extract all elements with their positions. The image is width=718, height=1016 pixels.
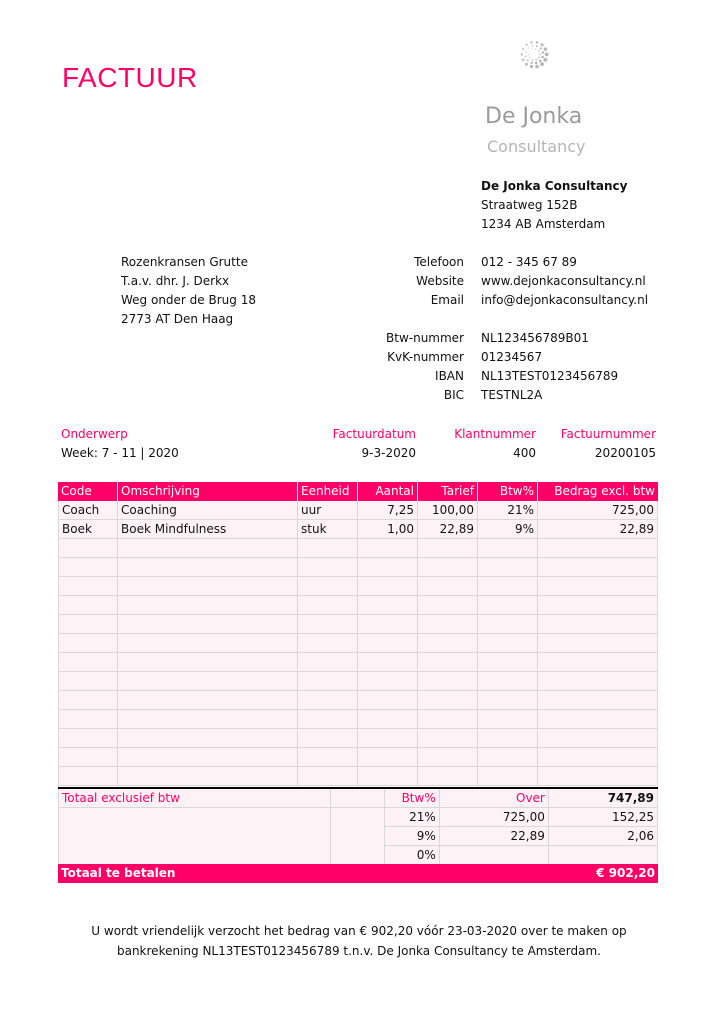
cell-description: [118, 653, 298, 672]
cell-vat: [478, 672, 538, 691]
table-row: [58, 501, 658, 520]
page-title: FACTUUR: [62, 62, 198, 93]
logo-dot: [528, 54, 529, 55]
logo-dot: [521, 53, 523, 55]
cell-rate: [418, 634, 478, 653]
cell-amount: [538, 634, 658, 653]
cell-amount: [538, 710, 658, 729]
bic-label: BIC: [443, 388, 464, 402]
website-label: Website: [416, 274, 464, 288]
cell-rate: [418, 539, 478, 558]
logo-dot: [530, 41, 532, 43]
btw-value: NL123456789B01: [481, 331, 589, 345]
recipient-line: 2773 AT Den Haag: [121, 312, 234, 326]
cell-rate: [418, 596, 478, 615]
cell-code: [58, 710, 118, 729]
logo-dot: [535, 59, 537, 61]
cell-unit: [298, 767, 358, 786]
table-row: [58, 539, 658, 558]
total-due-label: Totaal te betalen: [61, 866, 176, 880]
cell-quantity: [358, 729, 418, 748]
cell-vat: 21%: [478, 501, 538, 520]
cell-quantity: [358, 615, 418, 634]
cell-code: [58, 729, 118, 748]
cell-quantity: 1,00: [358, 520, 418, 539]
cell-unit: [298, 748, 358, 767]
logo-dot: [540, 43, 543, 46]
cell-quantity: [358, 596, 418, 615]
logo-dot: [528, 47, 529, 48]
table-row: [58, 634, 658, 653]
table-row: [58, 691, 658, 710]
logo-dot: [527, 60, 529, 62]
iban-label: IBAN: [435, 369, 464, 383]
cell-unit: [298, 729, 358, 748]
cell-amount: [538, 691, 658, 710]
cell-rate: [418, 577, 478, 596]
cell-description: [118, 577, 298, 596]
header-code: Code: [58, 482, 118, 501]
header-rate: Tarief: [418, 482, 478, 501]
kvk-value: 01234567: [481, 350, 543, 364]
website-link[interactable]: www.dejonkaconsultancy.nl: [481, 274, 646, 288]
logo-dot: [539, 60, 542, 63]
logo-dot: [530, 65, 533, 68]
cell-code: [58, 691, 118, 710]
cell-vat: [478, 634, 538, 653]
cell-code: [58, 767, 118, 786]
payment-note-line: bankrekening NL13TEST0123456789 t.n.v. De Jonka Consultancy te Amsterdam.: [116, 944, 601, 958]
cell-amount: [538, 539, 658, 558]
cell-amount: [538, 615, 658, 634]
cell-unit: [298, 558, 358, 577]
cell-amount: [538, 748, 658, 767]
logo-dot: [536, 45, 538, 47]
summary-spacer: [58, 827, 330, 846]
cell-amount: [538, 596, 658, 615]
cell-quantity: [358, 672, 418, 691]
cell-vat: [478, 577, 538, 596]
payment-note-line: U wordt vriendelijk verzocht het bedrag van € 902,20 vóór 23-03-2020 over te maken op: [91, 924, 627, 938]
recipient-line: Weg onder de Brug 18: [121, 293, 256, 307]
cell-rate: 22,89: [418, 520, 478, 539]
logo-dot: [535, 65, 539, 69]
table-row: [58, 520, 658, 539]
logo-dot: [535, 62, 538, 65]
vat-over: 22,89: [440, 827, 549, 846]
header-amount: Bedrag excl. btw: [538, 482, 658, 501]
total-due-amount: € 902,20: [596, 866, 655, 880]
logo-dot: [525, 44, 527, 46]
cell-description: [118, 767, 298, 786]
cell-code: [58, 577, 118, 596]
table-row: [58, 615, 658, 634]
cell-description: [118, 710, 298, 729]
summary-spacer: [330, 808, 385, 827]
cell-amount: [538, 729, 658, 748]
cell-description: [118, 691, 298, 710]
logo-dot: [541, 56, 544, 59]
cell-rate: [418, 767, 478, 786]
cell-vat: [478, 539, 538, 558]
logo-dot: [544, 47, 548, 51]
cell-code: [58, 653, 118, 672]
cell-code: Boek: [58, 520, 118, 539]
recipient-address: [121, 253, 256, 329]
cell-unit: [298, 596, 358, 615]
logo-dot: [543, 58, 547, 62]
cell-code: [58, 672, 118, 691]
logo-dot: [538, 57, 540, 59]
cell-description: [118, 672, 298, 691]
logo-dot: [529, 51, 530, 52]
kvk-label: KvK-nummer: [387, 350, 464, 364]
cell-vat: [478, 748, 538, 767]
logo-dot: [538, 50, 539, 51]
summary-row: [58, 808, 658, 827]
cell-description: [118, 596, 298, 615]
logo-dot: [522, 59, 524, 61]
summary-spacer: [330, 789, 385, 808]
table-header: [58, 482, 658, 501]
summary-spacer: [58, 846, 330, 865]
logo-dot: [525, 63, 528, 66]
cell-description: [118, 634, 298, 653]
table-row: [58, 653, 658, 672]
vat-amount: 152,25: [549, 808, 658, 827]
cell-amount: [538, 558, 658, 577]
cell-vat: [478, 691, 538, 710]
phone-value: 012 - 345 67 89: [481, 255, 577, 269]
cell-amount: 725,00: [538, 501, 658, 520]
table-row: [58, 577, 658, 596]
cell-description: [118, 615, 298, 634]
invoice-lines-table: [58, 482, 658, 786]
cell-amount: 22,89: [538, 520, 658, 539]
cell-quantity: [358, 691, 418, 710]
cell-rate: [418, 691, 478, 710]
vat-rate: 0%: [385, 846, 440, 865]
subject-value: Week: 7 - 11 | 2020: [61, 446, 179, 460]
cell-rate: [418, 748, 478, 767]
logo-dot: [532, 49, 533, 50]
company-logo: [482, 40, 602, 102]
cell-description: [118, 729, 298, 748]
cell-description: [118, 748, 298, 767]
invoice-number-value: 20200105: [594, 446, 656, 460]
total-excl-value: 747,89: [549, 789, 658, 808]
cell-vat: [478, 596, 538, 615]
cell-unit: [298, 577, 358, 596]
iban-value: NL13TEST0123456789: [481, 369, 619, 383]
date-value: 9-3-2020: [361, 446, 416, 460]
cell-amount: [538, 767, 658, 786]
vat-amount: 2,06: [549, 827, 658, 846]
cell-unit: [298, 691, 358, 710]
cell-unit: uur: [298, 501, 358, 520]
cell-vat: [478, 767, 538, 786]
cell-rate: [418, 653, 478, 672]
summary-spacer: [330, 846, 385, 865]
email-label: Email: [430, 293, 464, 307]
logo-dot: [536, 41, 539, 44]
cell-quantity: [358, 767, 418, 786]
logo-dot: [540, 62, 544, 66]
payment-note: [0, 921, 718, 961]
summary-table: [58, 787, 658, 865]
logo-dot: [522, 48, 524, 50]
cell-quantity: [358, 558, 418, 577]
cell-unit: stuk: [298, 520, 358, 539]
summary-spacer: [58, 808, 330, 827]
cell-code: Coach: [58, 501, 118, 520]
cell-unit: [298, 615, 358, 634]
cell-vat: 9%: [478, 520, 538, 539]
total-excl-label: Totaal exclusief btw: [58, 789, 330, 808]
cell-vat: [478, 615, 538, 634]
cell-amount: [538, 672, 658, 691]
btw-label: Btw-nummer: [386, 331, 464, 345]
table-row: [58, 710, 658, 729]
cell-vat: [478, 558, 538, 577]
cell-unit: [298, 539, 358, 558]
cell-amount: [538, 653, 658, 672]
phone-label: Telefoon: [414, 255, 464, 269]
cell-quantity: [358, 710, 418, 729]
email-link[interactable]: info@dejonkaconsultancy.nl: [481, 293, 649, 307]
vat-rate: 21%: [385, 808, 440, 827]
logo-dot: [525, 51, 526, 52]
logo-name: De Jonka: [485, 104, 583, 129]
table-row: [58, 729, 658, 748]
vat-over: [440, 846, 549, 865]
cell-description: Boek Mindfulness: [118, 520, 298, 539]
header-description: Omschrijving: [118, 482, 298, 501]
logo-dot: [542, 51, 544, 53]
cell-rate: [418, 710, 478, 729]
cell-rate: [418, 615, 478, 634]
cell-rate: [418, 672, 478, 691]
table-row: [58, 767, 658, 786]
cell-rate: [418, 729, 478, 748]
bic-value: TESTNL2A: [481, 388, 543, 402]
cell-code: [58, 615, 118, 634]
cell-vat: [478, 710, 538, 729]
sender-city: 1234 AB Amsterdam: [481, 217, 606, 231]
cell-unit: [298, 653, 358, 672]
cell-code: [58, 539, 118, 558]
vat-over-label: Over: [440, 789, 549, 808]
vat-amount: [549, 846, 658, 865]
cell-vat: [478, 653, 538, 672]
logo-dot: [545, 53, 549, 57]
logo-dot: [535, 48, 536, 49]
client-number-value: 400: [513, 446, 536, 460]
logo-dot: [540, 47, 542, 49]
vat-over: 725,00: [440, 808, 549, 827]
cell-description: [118, 539, 298, 558]
total-due-bar: [58, 864, 658, 883]
cell-unit: [298, 672, 358, 691]
cell-unit: [298, 634, 358, 653]
recipient-line: T.a.v. dhr. J. Derkx: [121, 274, 230, 288]
subject-label: Onderwerp: [61, 427, 128, 441]
table-row: [58, 748, 658, 767]
invoice-number-label: Factuurnummer: [560, 427, 656, 441]
cell-vat: [478, 729, 538, 748]
cell-description: Coaching: [118, 501, 298, 520]
cell-code: [58, 748, 118, 767]
cell-quantity: [358, 653, 418, 672]
header-unit: Eenheid: [298, 482, 358, 501]
cell-quantity: [358, 539, 418, 558]
recipient-line: Rozenkransen Grutte: [121, 255, 248, 269]
header-vat: Btw%: [478, 482, 538, 501]
summary-spacer: [330, 827, 385, 846]
cell-rate: [418, 558, 478, 577]
summary-row: [58, 846, 658, 865]
logo-dot: [532, 45, 534, 47]
cell-description: [118, 558, 298, 577]
table-row: [58, 672, 658, 691]
table-row: [58, 558, 658, 577]
logo-dot: [529, 57, 530, 58]
logo-dot: [539, 53, 541, 55]
logo-subtitle: Consultancy: [487, 137, 586, 156]
cell-code: [58, 596, 118, 615]
vat-rate-label: Btw%: [385, 789, 440, 808]
cell-rate: 100,00: [418, 501, 478, 520]
cell-quantity: [358, 577, 418, 596]
summary-row: [58, 789, 658, 808]
sender-street: Straatweg 152B: [481, 198, 578, 212]
cell-code: [58, 558, 118, 577]
table-row: [58, 596, 658, 615]
logo-dot: [532, 59, 533, 60]
logo-dot: [525, 56, 527, 58]
cell-quantity: [358, 748, 418, 767]
header-quantity: Aantal: [358, 482, 418, 501]
date-label: Factuurdatum: [332, 427, 416, 441]
cell-code: [58, 634, 118, 653]
cell-unit: [298, 710, 358, 729]
vat-rate: 9%: [385, 827, 440, 846]
summary-row: [58, 827, 658, 846]
logo-dot: [531, 62, 533, 64]
cell-quantity: [358, 634, 418, 653]
client-number-label: Klantnummer: [454, 427, 536, 441]
cell-amount: [538, 577, 658, 596]
sender-name: De Jonka Consultancy: [481, 179, 628, 193]
cell-quantity: 7,25: [358, 501, 418, 520]
